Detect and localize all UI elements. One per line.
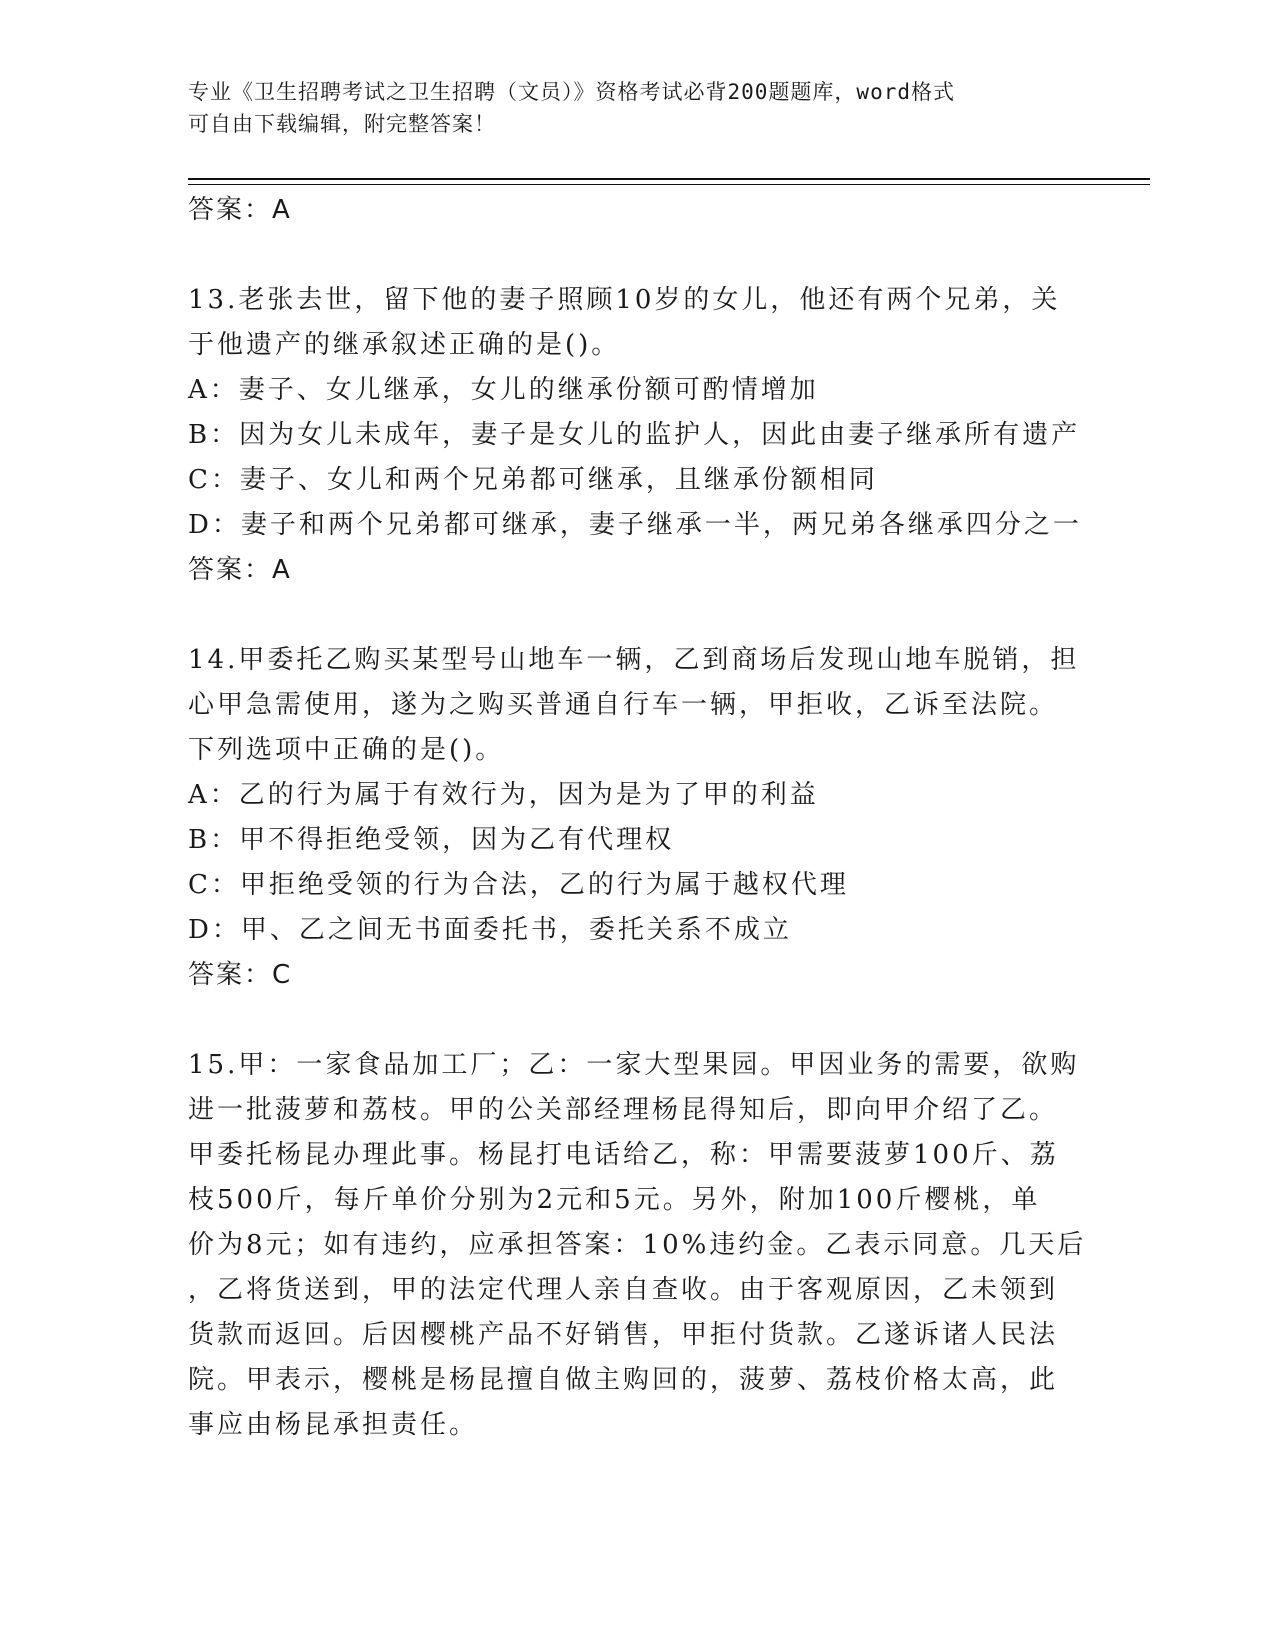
answer-previous: 答案：A: [188, 195, 292, 225]
question-13-option-c: C：妻子、女儿和两个兄弟都可继承，且继承份额相同: [188, 465, 878, 495]
question-15-line-9: 事应由杨昆承担责任。: [188, 1410, 479, 1440]
question-15: [188, 1043, 1087, 1448]
question-13: [188, 278, 1082, 593]
question-14-line-2: 心甲急需使用，遂为之购买普通自行车一辆，甲拒收，乙诉至法院。: [188, 690, 1059, 720]
question-14: [188, 638, 1080, 998]
question-13-line-2: 于他遗产的继承叙述正确的是()。: [188, 330, 621, 360]
question-14-line-1: 14.甲委托乙购买某型号山地车一辆，乙到商场后发现山地车脱销，担: [188, 645, 1080, 675]
question-15-line-6: ，乙将货送到，甲的法定代理人亲自查收。由于客观原因，乙未领到: [188, 1275, 1059, 1305]
question-13-line-1: 13.老张去世，留下他的妻子照顾10岁的女儿，他还有两个兄弟，关: [188, 285, 1061, 315]
question-14-option-c: C：甲拒绝受领的行为合法，乙的行为属于越权代理: [188, 870, 849, 900]
header-line-2: 可自由下载编辑，附完整答案！: [188, 112, 496, 136]
question-13-option-a: A：妻子、女儿继承，女儿的继承份额可酌情增加: [188, 375, 819, 405]
question-13-option-d: D：妻子和两个兄弟都可继承，妻子继承一半，两兄弟各继承四分之一: [188, 510, 1082, 540]
spacer: [188, 233, 1068, 278]
header-line-1: 专业《卫生招聘考试之卫生招聘（文员）》资格考试必背200题题库，word格式: [188, 80, 955, 104]
question-15-line-7: 货款而返回。后因樱桃产品不好销售，甲拒付货款。乙遂诉诸人民法: [188, 1320, 1059, 1350]
question-14-option-b: B：甲不得拒绝受领，因为乙有代理权: [188, 825, 675, 855]
question-13-answer: 答案：A: [188, 555, 292, 585]
question-14-answer: 答案：C: [188, 960, 293, 990]
question-15-line-8: 院。甲表示，樱桃是杨昆擅自做主购回的，菠萝、荔枝价格太高，此: [188, 1365, 1059, 1395]
question-14-option-d: D：甲、乙之间无书面委托书，委托关系不成立: [188, 915, 792, 945]
document-body: [188, 188, 1087, 1448]
question-15-line-3: 甲委托杨昆办理此事。杨昆打电话给乙，称：甲需要菠萝100斤、荔: [188, 1140, 1059, 1170]
question-15-line-4: 枝500斤，每斤单价分别为2元和5元。另外，附加100斤樱桃，单: [188, 1185, 1041, 1215]
spacer: [188, 593, 1068, 638]
page-header: [188, 76, 1068, 140]
question-14-line-3: 下列选项中正确的是()。: [188, 735, 505, 765]
question-15-line-2: 进一批菠萝和荔枝。甲的公关部经理杨昆得知后，即向甲介绍了乙。: [188, 1095, 1059, 1125]
question-14-option-a: A：乙的行为属于有效行为，因为是为了甲的利益: [188, 780, 819, 810]
question-15-line-5: 价为8元；如有违约，应承担答案：10%违约金。乙表示同意。几天后: [188, 1230, 1087, 1260]
question-13-option-b: B：因为女儿未成年，妻子是女儿的监护人，因此由妻子继承所有遗产: [188, 420, 1081, 450]
header-rule-thin: [188, 184, 1150, 185]
spacer: [188, 998, 1068, 1043]
header-rule-thick: [188, 178, 1150, 180]
question-15-line-1: 15.甲：一家食品加工厂；乙：一家大型果园。甲因业务的需要，欲购: [188, 1050, 1080, 1080]
